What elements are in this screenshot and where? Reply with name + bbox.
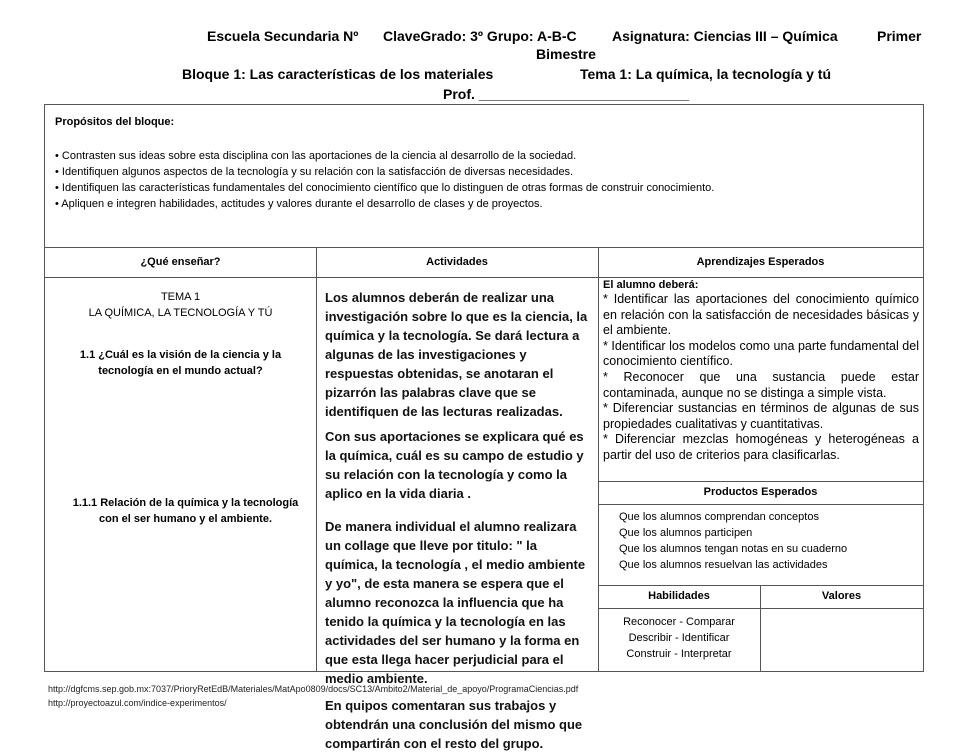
product-item: Que los alumnos participen <box>619 527 753 539</box>
column-header-actividades: Actividades <box>426 256 488 268</box>
teaching-content <box>51 289 310 527</box>
learning-outcomes <box>603 278 919 464</box>
column-header-que-ensenar: ¿Qué enseñar? <box>140 256 221 268</box>
purpose-item: • Identifiquen las características fundamentales del conocimiento científico que lo distinguen de otras formas de construir conocimiento. <box>55 182 715 194</box>
teacher-line: Prof. ___________________________ <box>443 86 690 102</box>
values-title: Valores <box>821 590 862 602</box>
product-item: Que los alumnos resuelvan las actividades <box>619 559 828 571</box>
subtopic-1: 1.1 ¿Cuál es la visión de la ciencia y la tecnología en el mundo actual? <box>79 349 282 377</box>
subtopic-2: 1.1.1 Relación de la química y la tecnología con el ser humano y el ambiente. <box>72 497 299 525</box>
purposes-list <box>55 148 913 212</box>
subject-label: Asignatura: Ciencias III – Química <box>612 28 838 44</box>
learning-item: * Identificar los modelos como una parte fundamental del conocimiento científico. <box>603 338 919 369</box>
learning-item: * Diferenciar mezclas homogéneas y heterogéneas a partir del uso de criterios para clasificarlas. <box>603 432 919 462</box>
school-label: Escuela Secundaria Nº <box>207 28 359 44</box>
skill-item: Construir - Interpretar <box>626 648 732 660</box>
bimester-label-a: Primer <box>877 28 922 44</box>
activity-paragraph: En quipos comentaran sus trabajos y obtendrán una conclusión del mismo que compartirán con el resto del grupo. <box>325 698 583 751</box>
learning-intro: El alumno deberá: <box>603 279 699 291</box>
products-title: Productos Esperados <box>703 486 818 498</box>
learning-item: * Reconocer que una sustancia puede estar contaminada, aunque no se distinga a simple vista. <box>603 369 919 400</box>
product-item: Que los alumnos tengan notas en su cuaderno <box>619 543 848 555</box>
activity-paragraph: De manera individual el alumno realizara un collage que lleve por titulo: " la química, la tecnología , el medio ambiente y yo", de esta manera se espera que el alumno reconozca la influencia que ha tenido la química y la tecnología en las actividades del ser humano y la forma en que esta llega hacer perjudicial para el medio ambiente. <box>325 519 586 686</box>
divider <box>316 247 317 671</box>
reference-link[interactable]: http://dgfcms.sep.gob.mx:7037/PrioryRetEdB/Materiales/MatApo0809/docs/SC13/Ambito2/Material_de_apoyo/ProgramaCiencias.pdf <box>48 684 579 694</box>
topic-heading: LA QUÍMICA, LA TECNOLOGÍA Y TÚ <box>88 307 273 319</box>
skills-title: Habilidades <box>648 590 710 602</box>
divider <box>598 504 923 505</box>
block-title: Bloque 1: Las características de los materiales <box>182 66 494 82</box>
activity-paragraph: Los alumnos deberán de realizar una investigación sobre lo que es la ciencia, la química y la tecnología. Se dará lectura a algunas de las investigaciones y respuestas obtenidas, se anotaran el pizarrón las palabras clave que se identifiquen de las lecturas realizadas. <box>325 290 588 419</box>
bimester-label-b: Bimestre <box>536 46 596 62</box>
topic-number: TEMA 1 <box>160 291 201 303</box>
learning-item: * Diferenciar sustancias en términos de algunas de sus propiedades cualitativas y cuantitativas. <box>603 401 919 431</box>
learning-item: * Identificar las aportaciones del conocimiento químico en relación con la satisfacción de necesidades básicas y el ambiente. <box>603 292 919 338</box>
topic-title: Tema 1: La química, la tecnología y tú <box>580 66 832 82</box>
purpose-item: • Identifiquen algunos aspectos de la tecnología y su relación con la satisfacción de diversas necesidades. <box>55 166 574 178</box>
column-header-aprendizajes: Aprendizajes Esperados <box>696 256 825 268</box>
skill-item: Describir - Identificar <box>628 632 730 644</box>
skill-item: Reconocer - Comparar <box>623 616 735 628</box>
grade-group-label: ClaveGrado: 3º Grupo: A-B-C <box>383 28 577 44</box>
activity-paragraph: Con sus aportaciones se explicara qué es la química, cuál es su campo de estudio y su relación con la tecnología y como la aplico en la vida diaria . <box>325 429 584 501</box>
purposes-section <box>45 105 923 247</box>
product-item: Que los alumnos comprendan conceptos <box>619 511 819 523</box>
reference-link[interactable]: http://proyectoazul.com/indice-experimentos/ <box>48 698 227 708</box>
purpose-item: • Apliquen e integren habilidades, actitudes y valores durante el desarrollo de clases y de proyectos. <box>55 198 543 210</box>
purposes-title: Propósitos del bloque: <box>55 116 175 128</box>
purpose-item: • Contrasten sus ideas sobre esta disciplina con las aportaciones de la ciencia al desarrollo de la sociedad. <box>55 150 577 162</box>
products-list <box>619 509 919 573</box>
skills-list <box>598 614 760 662</box>
